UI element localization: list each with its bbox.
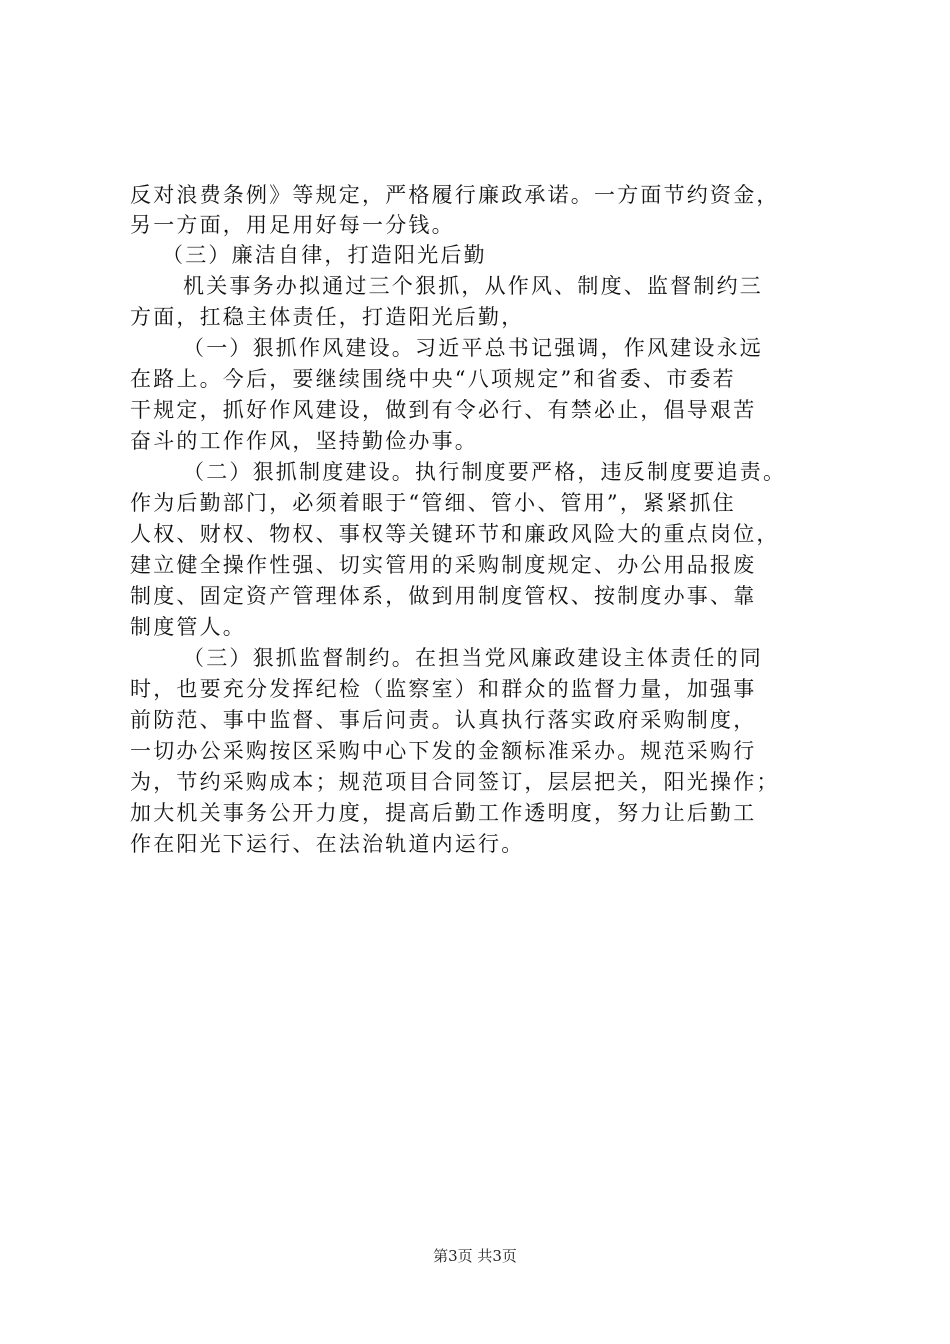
text-line: 反对浪费条例》等规定，严格履行廉政承诺。一方面节约资金， [130, 183, 780, 207]
text-line: 人权、财权、物权、事权等关键环节和廉政风险大的重点岗位， [130, 522, 780, 546]
text-line: 一切办公采购按区采购中心下发的金额标准采办。规范采购行 [130, 739, 757, 763]
text-line: （一）狠抓作风建设。习近平总书记强调，作风建设永远 [183, 336, 763, 360]
text-line: 在路上。今后，要继续围绕中央“八项规定”和省委、市委若 [130, 367, 736, 391]
text-line: 作在阳光下运行、在法治轨道内运行。 [130, 832, 525, 856]
text-line: 制度、固定资产管理体系，做到用制度管权、按制度办事、靠 [130, 584, 757, 608]
text-line: 干规定，抓好作风建设，做到有令必行、有禁必止，倡导艰苦 [130, 398, 757, 422]
text-line: 前防范、事中监督、事后问责。认真执行落实政府采购制度， [130, 708, 757, 732]
text-line: 加大机关事务公开力度，提高后勤工作透明度，努力让后勤工 [130, 801, 757, 825]
text-line: （二）狠抓制度建设。执行制度要严格，违反制度要追责。 [183, 460, 787, 484]
text-line: 为，节约采购成本；规范项目合同签订，层层把关，阳光操作； [130, 770, 780, 794]
text-line: 机关事务办拟通过三个狠抓，从作风、制度、监督制约三 [183, 274, 763, 298]
text-line: 建立健全操作性强、切实管用的采购制度规定、办公用品报废 [130, 553, 757, 577]
text-line: 时，也要充分发挥纪检（监察室）和群众的监督力量，加强事 [130, 677, 757, 701]
text-line: 制度管人。 [130, 615, 246, 639]
text-line: 奋斗的工作作风，坚持勤俭办事。 [130, 429, 478, 453]
text-line: （三）狠抓监督制约。在担当党风廉政建设主体责任的同 [183, 646, 763, 670]
text-line: 方面，扛稳主体责任，打造阳光后勤， [130, 305, 525, 329]
text-line: 作为后勤部门，必须着眼于“管细、管小、管用”，紧紧抓住 [130, 491, 736, 515]
page-number-footer: 第3页 共3页 [433, 1247, 517, 1265]
section-heading: （三）廉洁自律，打造阳光后勤 [162, 243, 487, 267]
text-line: 另一方面，用足用好每一分钱。 [130, 213, 455, 237]
